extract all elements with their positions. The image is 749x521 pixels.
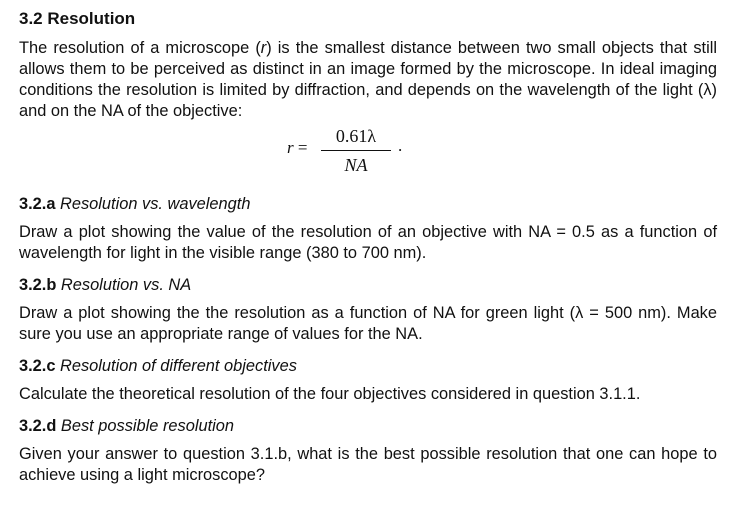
intro-variable-r: r [260, 39, 267, 57]
subsection-number: 3.2.d [19, 417, 57, 435]
formula-equals: = [293, 138, 308, 157]
subsection-heading [19, 193, 717, 215]
subsection-number: 3.2.b [19, 276, 57, 294]
subsection-body: Given your answer to question 3.1.b, what is the best possible resolution that one can hope to achieve using a light microscope? [19, 445, 717, 484]
formula-denominator: NA [344, 155, 368, 175]
subsection-3-2-c [19, 355, 717, 405]
subsection-title: Resolution vs. wavelength [60, 195, 251, 213]
subsection-3-2-d [19, 415, 717, 486]
document-page [19, 8, 717, 486]
subsection-body: Draw a plot showing the value of the resolution of an objective with NA = 0.5 as a function of wavelength for light in the visible range (380 to 700 nm). [19, 223, 717, 262]
subsection-heading [19, 415, 717, 437]
resolution-formula [19, 124, 717, 182]
formula-numerator: 0.61λ [321, 124, 391, 151]
subsection-heading [19, 355, 717, 377]
formula-fraction [321, 124, 391, 177]
intro-text-end: ) is the smallest distance between two small objects that still allows them to be perceived as distinct in an image formed by the microscope. In ideal imaging conditions the resolution is limited by diffraction, and depends on the wavelength of the light (λ) and on the NA of the objective: [19, 39, 717, 120]
formula-variable: r [287, 138, 294, 157]
subsection-title: Resolution vs. NA [60, 276, 192, 294]
subsection-3-2-a [19, 193, 717, 264]
subsection-number: 3.2.c [19, 357, 56, 375]
subsection-number: 3.2.a [19, 195, 56, 213]
subsection-3-2-b [19, 274, 717, 345]
intro-paragraph [19, 38, 717, 122]
subsection-title: Resolution of different objectives [60, 357, 297, 375]
subsection-body: Calculate the theoretical resolution of the four objectives considered in question 3.1.1. [19, 385, 641, 403]
formula-period: . [398, 136, 403, 155]
subsection-heading [19, 274, 717, 296]
subsection-title: Best possible resolution [60, 417, 235, 435]
formula-lhs [287, 138, 307, 158]
intro-text-start: The resolution of a microscope ( [19, 39, 261, 57]
subsection-body: Draw a plot showing the the resolution as a function of NA for green light (λ = 500 nm). Make sure you use an appropriate range of values for the NA. [19, 304, 717, 343]
section-heading: 3.2 Resolution [19, 9, 136, 28]
